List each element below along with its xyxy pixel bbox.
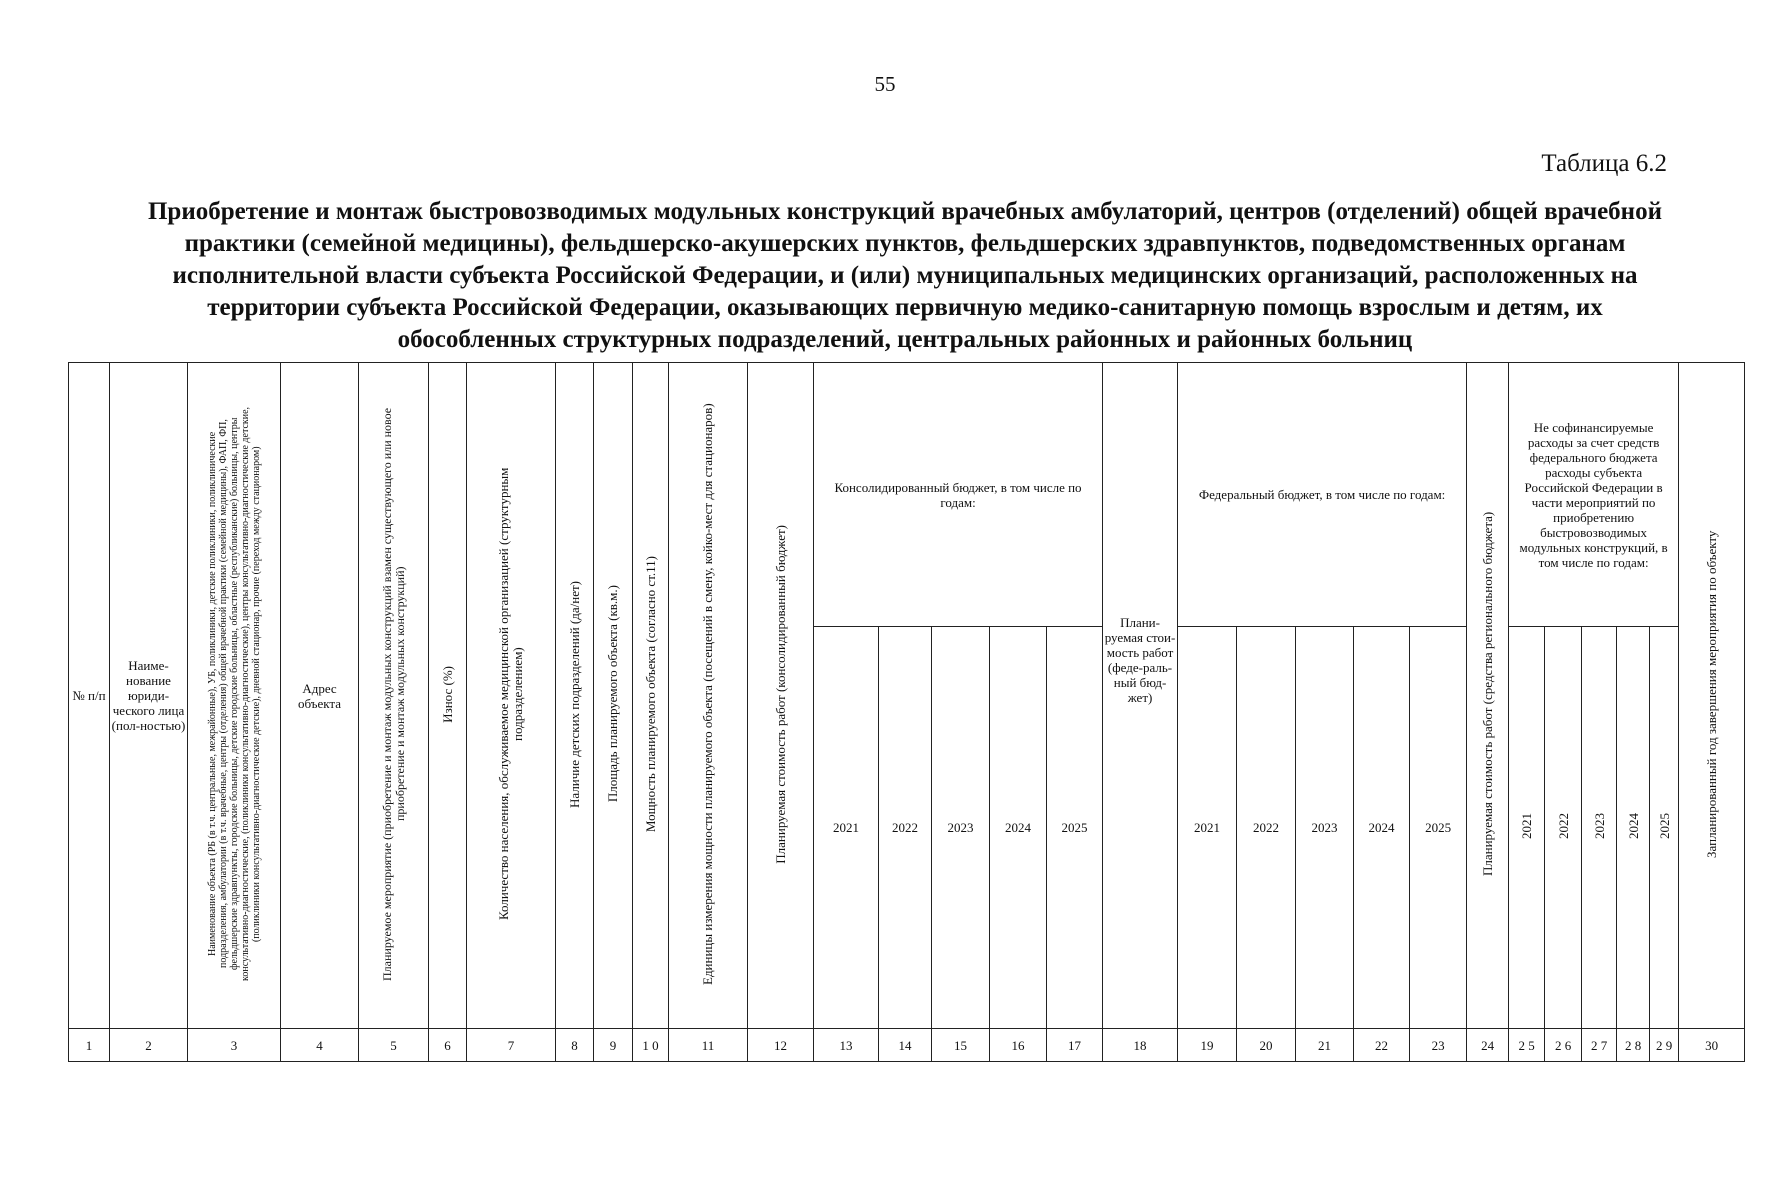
header-cell — [594, 363, 633, 1029]
header-cell — [1679, 363, 1745, 1029]
table-label: Таблица 6.2 — [1541, 150, 1667, 177]
header-completion-year: Запланированный год завершения мероприятия по объекту — [1703, 530, 1719, 858]
year-cell — [1617, 627, 1650, 1029]
column-number: 2 5 — [1509, 1029, 1545, 1062]
header-capacity: Мощность планируемого объекта (согласно ст.11) — [642, 555, 658, 833]
header-wear: Износ (%) — [439, 665, 455, 723]
year-cell: 2024 — [1354, 627, 1410, 1029]
header-cell — [669, 363, 748, 1029]
header-cell — [556, 363, 594, 1029]
year-cell: 2025 — [1047, 627, 1103, 1029]
header-area: Площадь планируемого объекта (кв.м.) — [605, 585, 620, 803]
column-number: 20 — [1237, 1029, 1296, 1062]
header-cost-consolidated: Планируемая стоимость работ (консолидированный бюджет) — [772, 524, 788, 864]
column-number: 15 — [932, 1029, 990, 1062]
header-capacity-units: Единицы измерения мощности планируемого объекта (посещений в смену, койко-мест для стационаров) — [700, 403, 715, 985]
header-cell — [467, 363, 556, 1029]
page-number: 55 — [874, 72, 896, 96]
column-number: 17 — [1047, 1029, 1103, 1062]
header-cell — [1467, 363, 1509, 1029]
header-cost-federal: Плани-руемая стои-мость работ (феде-раль-ный бюд-жет) — [1104, 615, 1176, 705]
column-number: 2 8 — [1617, 1029, 1650, 1062]
column-number: 22 — [1354, 1029, 1410, 1062]
column-number: 11 — [669, 1029, 748, 1062]
year-cell: 2023 — [1296, 627, 1354, 1029]
header-cell — [110, 363, 188, 1029]
column-number: 8 — [556, 1029, 594, 1062]
investment-table — [68, 362, 1745, 1062]
year-cell: 2025 — [1410, 627, 1467, 1029]
header-object-name: Наименование объекта (РБ (в т.ч. центральные, межрайонные), УБ, поликлиники, детские поликлиники, поликлинические подразделения, амбулатории (в т.ч. врачебные, центры (отделения) общей врачебной практики (семейной медицины), ФАП, ФП, фельдшерские здравпункты, городские больницы, детские городские больницы, областные (республиканские) больницы, центры консультативно-диагностические, (поликлиники консультативно-диагностические), центры консультативно-диагностические детские, (поликлиники консультативно-диагностические детские), дневной стационар, прочие (переход между стационаром) — [206, 406, 262, 982]
header-cell — [633, 363, 669, 1029]
year-cell: 2022 — [879, 627, 932, 1029]
header-cost-regional: Планируемая стоимость работ (средства регионального бюджета) — [1479, 511, 1495, 877]
column-number: 9 — [594, 1029, 633, 1062]
year-cell: 2021 — [814, 627, 879, 1029]
column-number: 2 7 — [1582, 1029, 1617, 1062]
column-number: 2 — [110, 1029, 188, 1062]
header-group-federal — [1178, 363, 1467, 627]
header-group-federal-label: Федеральный бюджет, в том числе по годам: — [1198, 487, 1446, 502]
header-number: № п/п — [72, 688, 106, 703]
column-number: 24 — [1467, 1029, 1509, 1062]
year-cell — [1545, 627, 1582, 1029]
header-cell — [281, 363, 359, 1029]
year-label: 2021 — [1519, 813, 1535, 839]
column-number: 4 — [281, 1029, 359, 1062]
year-cell — [1582, 627, 1617, 1029]
column-number: 2 9 — [1650, 1029, 1679, 1062]
column-number: 5 — [359, 1029, 429, 1062]
header-planned-measure: Планируемое мероприятие (приобретение и монтаж модульных конструкций взамен существующего или новое приобретение и монтаж модульных конструкций) — [379, 407, 407, 981]
header-cell — [359, 363, 429, 1029]
header-cell — [188, 363, 281, 1029]
year-label: 2022 — [1555, 813, 1571, 839]
column-number: 1 0 — [633, 1029, 669, 1062]
header-children-units: Наличие детских подразделений (да/нет) — [566, 580, 582, 808]
year-label: 2023 — [1591, 813, 1607, 839]
column-number: 1 — [69, 1029, 110, 1062]
header-legal-entity: Наиме-нование юриди-ческого лица (пол-ностью) — [111, 658, 186, 733]
column-number: 19 — [1178, 1029, 1237, 1062]
column-number: 12 — [748, 1029, 814, 1062]
header-cell — [429, 363, 467, 1029]
header-group-consolidated — [814, 363, 1103, 627]
column-number: 23 — [1410, 1029, 1467, 1062]
year-label: 2024 — [1625, 813, 1641, 839]
column-number-row — [69, 1029, 1745, 1062]
column-number: 18 — [1103, 1029, 1178, 1062]
column-number: 14 — [879, 1029, 932, 1062]
year-label: 2025 — [1656, 813, 1672, 839]
column-number: 6 — [429, 1029, 467, 1062]
document-title: Приобретение и монтаж быстровозводимых модульных конструкций врачебных амбулаторий, центров (отделений) общей врачебной практики (семейной медицины), фельдшерско-акушерских пунктов, фельдшерских здравпунктов, подведомственных органам исполнительной власти субъекта Российской Федерации, и (или) муниципальных медицинских организаций, расположенных на территории субъекта Российской Федерации, оказывающих первичную медико-санитарную помощь взрослым и детям, их обособленных структурных подразделений, центральных районных и районных больниц — [147, 198, 1662, 353]
header-cell — [748, 363, 814, 1029]
year-cell: 2024 — [990, 627, 1047, 1029]
header-cell — [1103, 363, 1178, 1029]
column-number: 7 — [467, 1029, 556, 1062]
column-number: 13 — [814, 1029, 879, 1062]
column-number: 2 6 — [1545, 1029, 1582, 1062]
header-group-regional-label: Не софинансируемые расходы за счет средств федерального бюджета расходы субъекта Российской Федерации в части мероприятий по приобретению быстровозводимых модульных конструкций, в том числе по годам: — [1519, 419, 1668, 570]
header-cell — [69, 363, 110, 1029]
header-address: Адрес объекта — [297, 680, 342, 711]
year-cell: 2021 — [1178, 627, 1237, 1029]
header-row-groups — [69, 363, 1745, 627]
year-cell — [1650, 627, 1679, 1029]
year-cell: 2022 — [1237, 627, 1296, 1029]
year-cell — [1509, 627, 1545, 1029]
header-group-consolidated-label: Консолидированный бюджет, в том числе по годам: — [834, 479, 1082, 510]
year-cell: 2023 — [932, 627, 990, 1029]
column-number: 30 — [1679, 1029, 1745, 1062]
column-number: 3 — [188, 1029, 281, 1062]
header-group-regional — [1509, 363, 1679, 627]
column-number: 16 — [990, 1029, 1047, 1062]
header-population: Количество населения, обслуживаемое медицинской организацией (структурным подразделением) — [496, 467, 525, 921]
column-number: 21 — [1296, 1029, 1354, 1062]
